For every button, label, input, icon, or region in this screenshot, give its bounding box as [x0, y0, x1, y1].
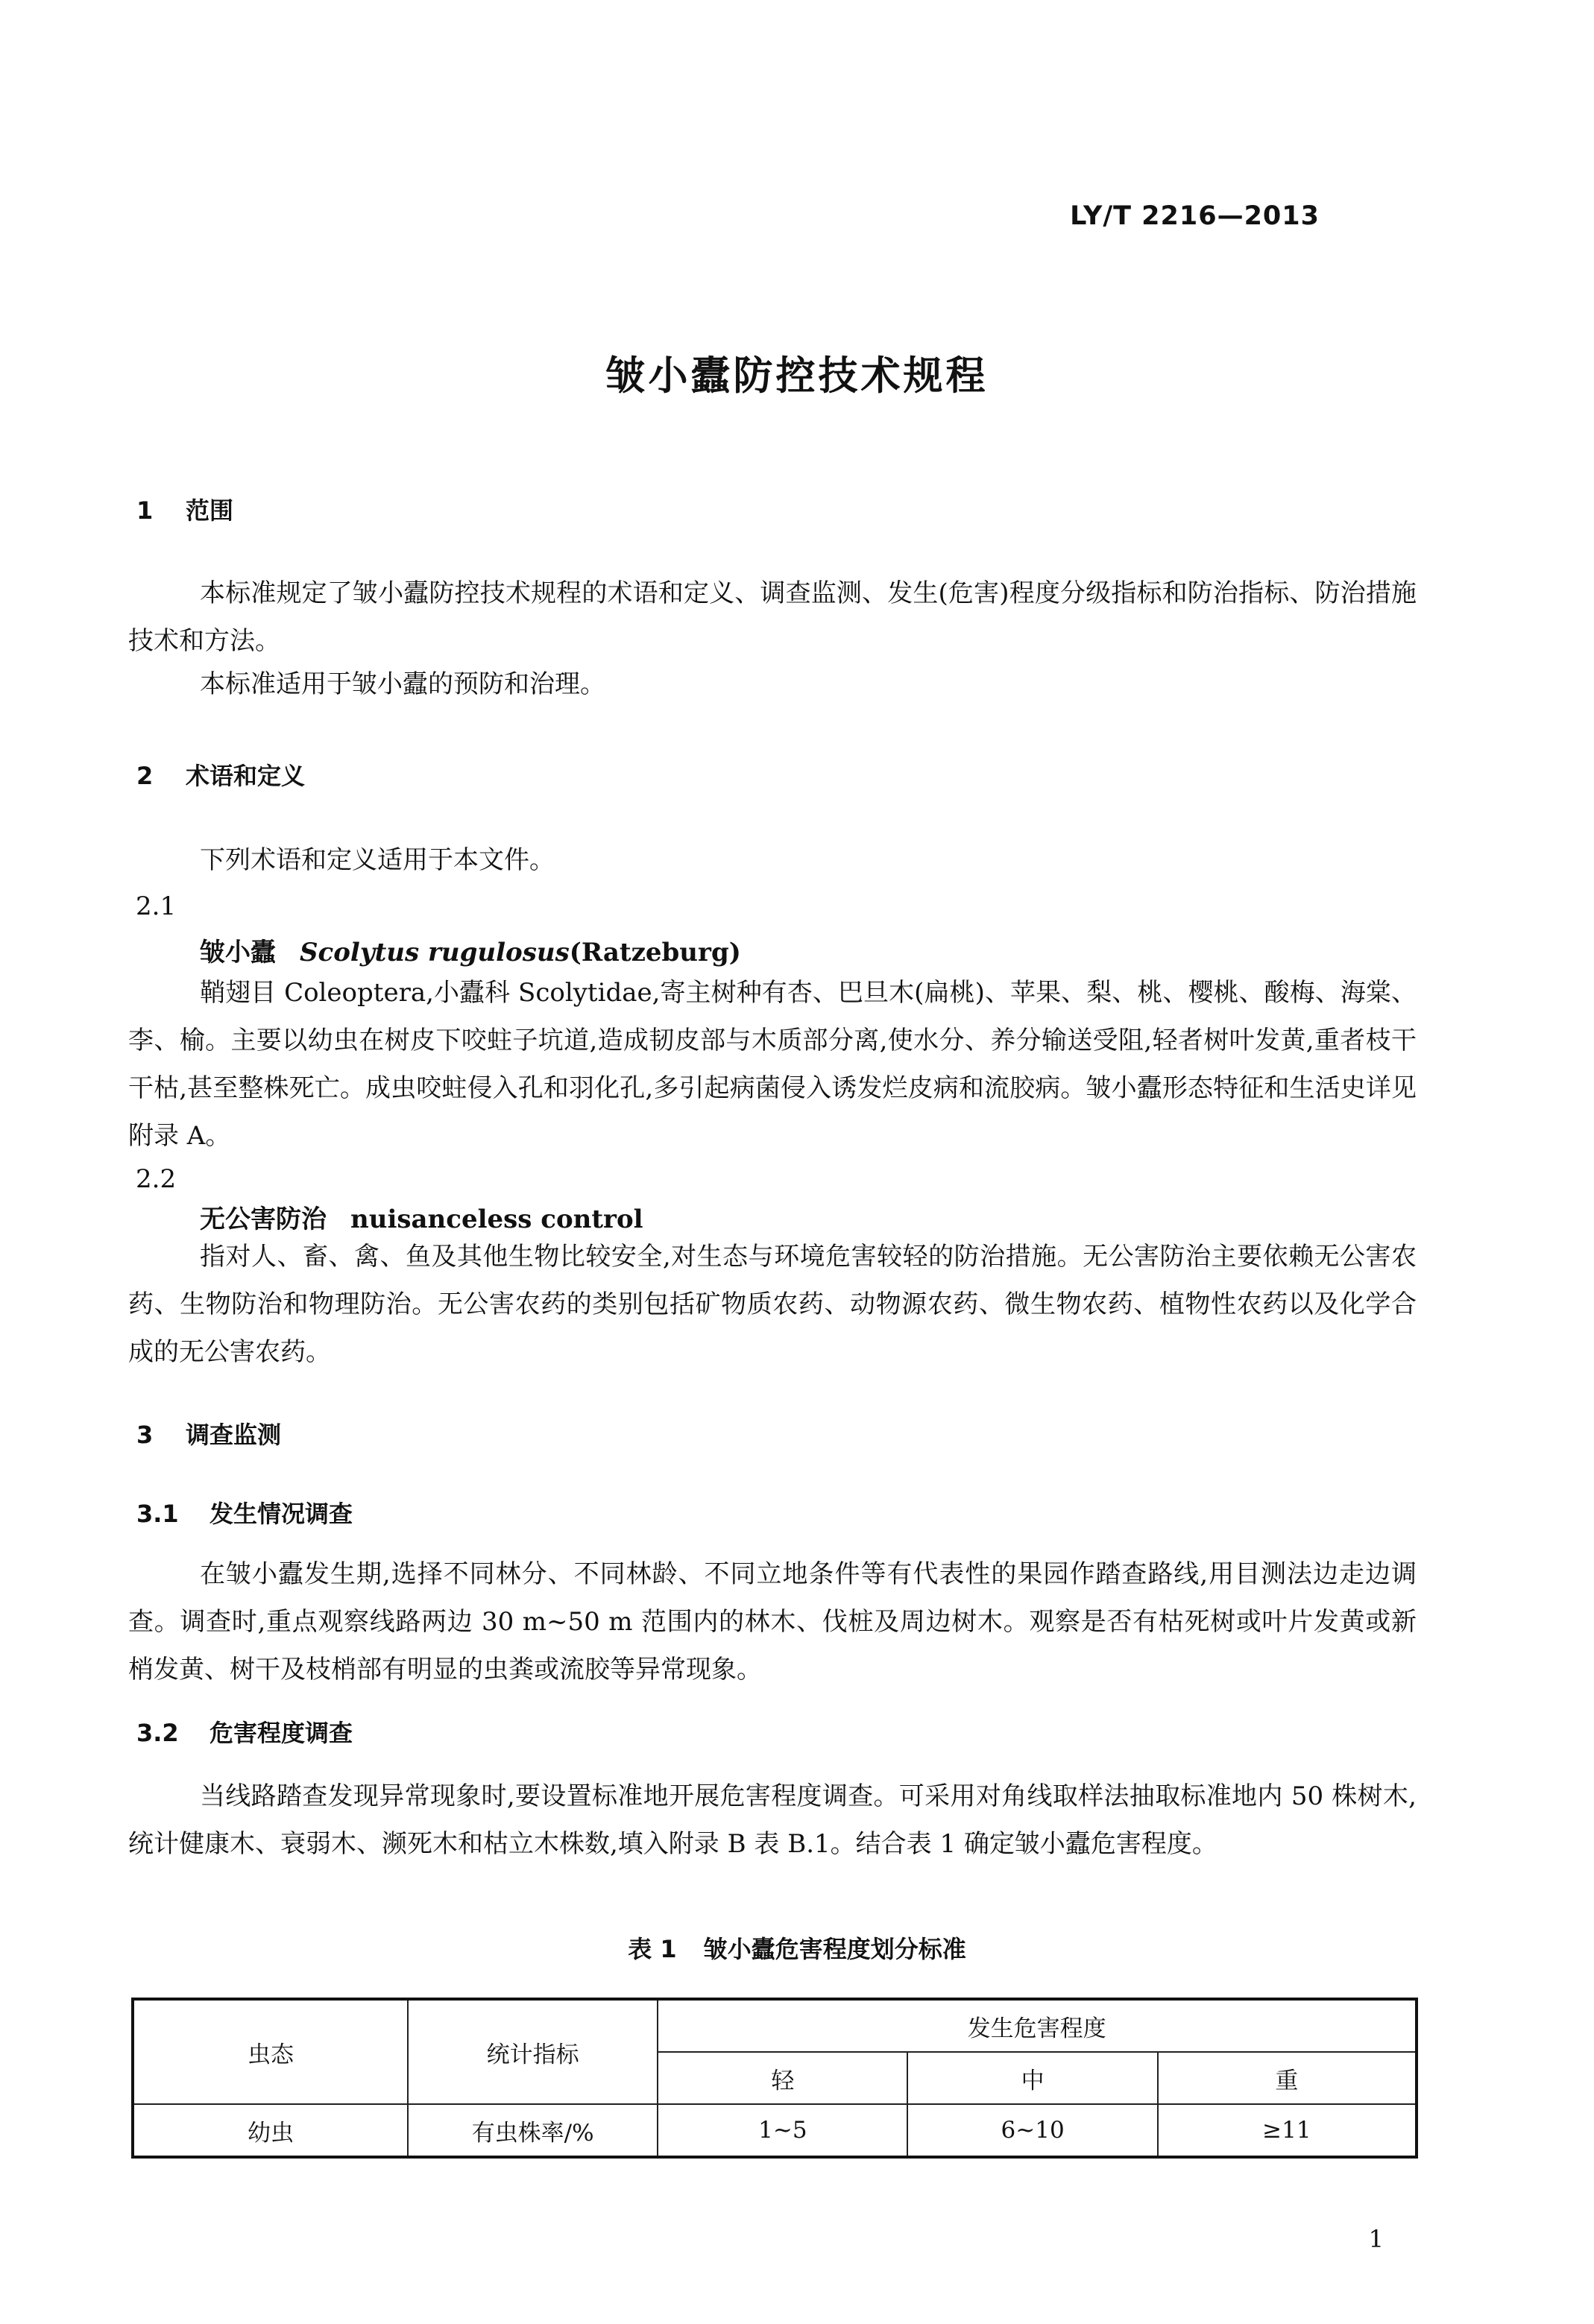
- subsection-3-1-paragraph: 在皱小蠹发生期,选择不同林分、不同林龄、不同立地条件等有代表性的果园作踏查路线,用目测法边走边调查。调查时,重点观察线路两边 30 m~50 m 范围内的林木、伐桩及周边树木。观察是否有枯死树或叶片发黄或新梢发黄、树干及枝梢部有明显的虫粪或流胶等异常现象。: [128, 1559, 1417, 1684]
- standard-code: LY/T 2216—2013: [1070, 201, 1320, 231]
- damage-level-table: [131, 1998, 1418, 2159]
- header-level-heavy: 重: [1158, 2052, 1417, 2104]
- table-caption: [0, 1930, 1594, 1965]
- subsection-title: 危害程度调查: [210, 1719, 353, 1747]
- term-2-1: [200, 932, 741, 968]
- header-damage-level: 发生危害程度: [658, 1999, 1417, 2052]
- subsection-3-2-paragraph: 当线路踏查发现异常现象时,要设置标准地开展危害程度调查。可采用对角线取样法抽取标准地内 50 株树木,统计健康木、衰弱木、濒死木和枯立木株数,填入附录 B 表 B.1。结合表 1 确定皱小蠹危害程度。: [128, 1781, 1417, 1859]
- header-level-medium: 中: [907, 2052, 1157, 2104]
- cell-light: 1~5: [658, 2104, 907, 2157]
- section-1-heading: [136, 492, 233, 526]
- cell-stage: 幼虫: [133, 2104, 408, 2157]
- section-1-paragraph-1: 本标准规定了皱小蠹防控技术规程的术语和定义、调查监测、发生(危害)程度分级指标和防治指标、防治措施技术和方法。: [128, 578, 1417, 656]
- section-number: 1: [136, 496, 154, 525]
- section-number: 3: [136, 1421, 154, 1449]
- term-number: 2.1: [136, 891, 177, 921]
- term-number: 2.2: [136, 1164, 177, 1194]
- cell-index: 有虫株率/%: [408, 2104, 658, 2157]
- header-stage: 虫态: [133, 1999, 408, 2104]
- subsection-3-2-heading: [136, 1714, 353, 1749]
- term-author: (Ratzeburg): [569, 938, 741, 967]
- section-title: 范围: [186, 496, 234, 525]
- subsection-title: 发生情况调查: [210, 1500, 353, 1528]
- section-2-intro: 下列术语和定义适用于本文件。: [200, 845, 555, 875]
- term-chinese-name: 无公害防治: [200, 1204, 327, 1234]
- term-english-name: nuisanceless control: [350, 1204, 643, 1234]
- section-title: 调查监测: [186, 1421, 282, 1449]
- term-2-2: [200, 1199, 643, 1235]
- section-3-heading: [136, 1416, 281, 1450]
- document-title: 皱小蠹防控技术规程: [605, 353, 989, 399]
- term-2-2-definition: 指对人、畜、禽、鱼及其他生物比较安全,对生态与环境危害较轻的防治措施。无公害防治主要依赖无公害农药、生物防治和物理防治。无公害农药的类别包括矿物质农药、动物源农药、微生物农药、植物性农药以及化学合成的无公害农药。: [128, 1242, 1417, 1367]
- subsection-3-1-heading: [136, 1495, 353, 1529]
- header-level-light: 轻: [658, 2052, 907, 2104]
- cell-heavy: ≥11: [1158, 2104, 1417, 2157]
- header-index: 统计指标: [408, 1999, 658, 2104]
- table-label: 表 1: [628, 1935, 677, 1963]
- term-latin-name: Scolytus rugulosus: [300, 938, 570, 967]
- section-1-paragraph-2: 本标准适用于皱小蠹的预防和治理。: [200, 669, 605, 699]
- table-caption-text: 皱小蠹危害程度划分标准: [703, 1935, 966, 1963]
- term-chinese-name: 皱小蠹: [200, 938, 276, 967]
- section-title: 术语和定义: [186, 762, 306, 790]
- table-row: [133, 2104, 1417, 2157]
- term-2-1-definition: 鞘翅目 Coleoptera,小蠹科 Scolytidae,寄主树种有杏、巴旦木(扁桃)、苹果、梨、桃、樱桃、酸梅、海棠、李、榆。主要以幼虫在树皮下咬蛀子坑道,造成韧皮部与木质部分离,使水分、养分输送受阻,轻者树叶发黄,重者枝干干枯,甚至整株死亡。成虫咬蛀侵入孔和羽化孔,多引起病菌侵入诱发烂皮病和流胶病。皱小蠹形态特征和生活史详见附录 A。: [128, 978, 1417, 1151]
- section-2-heading: [136, 757, 305, 792]
- subsection-number: 3.2: [136, 1719, 179, 1747]
- subsection-number: 3.1: [136, 1500, 179, 1528]
- section-number: 2: [136, 762, 154, 790]
- page-number: 1: [1368, 2225, 1384, 2253]
- cell-medium: 6~10: [907, 2104, 1157, 2157]
